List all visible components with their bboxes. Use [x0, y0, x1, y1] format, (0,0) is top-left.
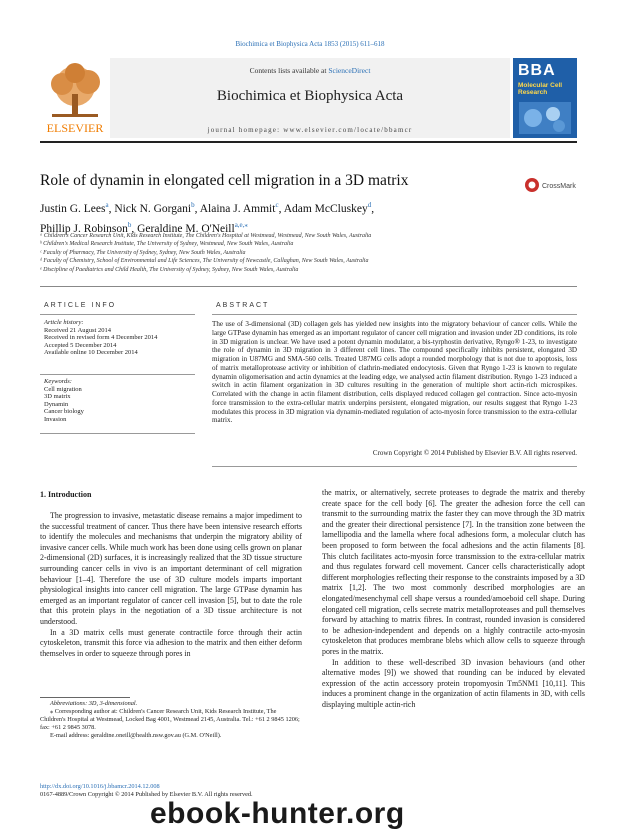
- history-accepted: Accepted 5 December 2014: [44, 341, 117, 349]
- article-info-rule: [40, 314, 195, 315]
- history-label: Article history:: [44, 319, 84, 326]
- author-name: Justin G. Lees: [40, 202, 106, 215]
- article-history: [44, 319, 194, 357]
- contents-line: [110, 66, 510, 75]
- cover-subtitle: Molecular Cell Research: [518, 82, 563, 96]
- cover-title: BBA: [518, 62, 556, 79]
- article-info-heading: ARTICLE INFO: [44, 302, 117, 309]
- journal-name: Biochimica et Biophysica Acta: [216, 88, 404, 104]
- article-info-bottom-rule: [40, 433, 195, 434]
- cover-art-icon: [519, 102, 571, 134]
- author-affiliation-mark[interactable]: b: [191, 201, 195, 209]
- author-separator: ,: [194, 202, 200, 215]
- affiliation-a: ᵃ Children's Cancer Research Unit, Kids Research Institute, The Children's Hospital at Westmead, Westmead, New South Wales, Australia: [40, 233, 372, 239]
- author-affiliation-mark[interactable]: c: [275, 201, 279, 209]
- keywords-rule: [40, 374, 195, 375]
- author-name: Geraldine M. O'Neill: [137, 222, 235, 235]
- svg-text:ELSEVIER: ELSEVIER: [46, 121, 104, 135]
- intro-left-column: [40, 511, 302, 659]
- history-revised: Received in revised form 4 December 2014: [44, 334, 158, 341]
- svg-text:CrossMark: CrossMark: [542, 183, 576, 190]
- affiliations-rule: [40, 286, 577, 287]
- author-list: [40, 197, 510, 237]
- sciencedirect-link[interactable]: ScienceDirect: [328, 66, 371, 75]
- journal-homepage[interactable]: journal homepage: www.elsevier.com/locate/bbamcr: [207, 126, 413, 134]
- crossmark-badge[interactable]: [524, 177, 578, 193]
- author-name: Alaina J. Ammit: [199, 202, 276, 215]
- keywords-label: Keywords:: [44, 378, 72, 385]
- abstract-rule: [212, 314, 577, 315]
- intro-paragraph: In a 3D matrix cells must generate contractile force through their actin cytoskeleton, transmit this force via adhesion to the matrix and then either deform themselves in order to squeeze through pores in: [40, 627, 302, 658]
- intro-paragraph: In addition to these well-described 3D invasion behaviours (and other alternative modes [9]) we showed that rounding can be induced by elevated expression of the actin accessory protein tropomyosin Tm5NM1 [10,11]. This induces a prominent change in the organization of actin filaments in 3D, with cells displaying multiple actin-rich: [322, 657, 585, 709]
- intro-right-column: [322, 488, 585, 710]
- footnote-rule: [40, 697, 130, 698]
- doi-link[interactable]: http://dx.doi.org/10.1016/j.bbamcr.2014.12.008: [40, 783, 160, 790]
- abstract-copyright: Crown Copyright © 2014 Published by Elsevier B.V. All rights reserved.: [372, 449, 577, 457]
- intro-heading: 1. Introduction: [40, 490, 92, 499]
- running-head[interactable]: Biochimica et Biophysica Acta 1853 (2015) 611–618: [235, 40, 385, 48]
- keywords: [44, 378, 194, 423]
- header-rule: [40, 141, 577, 143]
- abstract-text: The use of 3-dimensional (3D) collagen gels has yielded new insights into the migratory behaviour of cancer cells. While the large GTPase dynamin has emerged as an important regulator of cancer cell migration and invasion under 2D conditions, its role in 3D migration is unclear. We have used a potent dynamin modulator, a bis-tyrphostin derivative, Ryngo® 1-23, to investigate the role of dynamin in 3D migration in 3 different cell lines. The compound specifically inhibits persistent, elongated 3D migration in U87MG and SMA-560 cells. Treated U87MG cells adopt a rounded morphology that is not due to apoptosis, loss of matrix metalloprotease activity or inhibition of clathrin-mediated endocytosis. Given that Ryngo 1-23 is known to regulate dynamin oligomerisation and actin dynamics at the leading edge, we analysed actin filament distribution. Ryngo 1-23 induced a switch in actin filament organization in 3D cultures resulting in the generation of multiple short actin-rich microspikes. Correlated with the change in actin filament distribution, cells displayed reduced collagen gel contraction. Since acto-myosin force transmission to the extra-cellular matrix underpins persistent, elongated migration, our results suggest that Ryngo 1-23 modulates this process in 3D migration via dynamin-mediated regulation of acto-myosin force transmission to the extra-cellular matrix.: [212, 320, 577, 425]
- author-affiliation-mark[interactable]: a: [105, 201, 109, 209]
- author-affiliation-mark[interactable]: d: [367, 201, 372, 209]
- footnotes: [40, 700, 302, 740]
- author-separator: ,: [371, 202, 375, 215]
- intro-paragraph: The progression to invasive, metastatic disease remains a major impediment to the successful treatment of cancer. Thus there have been intensive research efforts to identify the molecules and mechanisms that underpin the migratory ability of invasive cancer cells. While much work has been done using cells grown on planar 2-dimensional (2D) surfaces, it is increasingly realized that the 3D tissue structure surrounding cancer cells in vivo is an important determinant of cell migration behaviour [1–4]. Therefore the use of 3D culture models imparts important physiological insights into cancer cell migration. The large GTPase dynamin has emerged as an important regulator of cancer cell invasion [5], but to date the role that this protein plays in the negotiation of a 3D tissue architecture is not understood.: [40, 511, 302, 626]
- footnote-email[interactable]: E-mail address: geraldine.oneill@health.nsw.gov.au (G.M. O'Neill).: [50, 732, 222, 739]
- affiliation-d: ᵈ Faculty of Chemistry, School of Environmental and Life Sciences, The University of Newcastle, Callaghan, New South Wales, Australia: [40, 258, 369, 264]
- journal-cover: [513, 58, 577, 138]
- author-separator: ,: [108, 202, 115, 215]
- affiliation-b: ᵇ Children's Medical Research Institute, The University of Sydney, Westmead, New South Wales, Australia: [40, 241, 294, 247]
- author-name: Phillip J. Robinson: [40, 222, 128, 235]
- article-title: Role of dynamin in elongated cell migration in a 3D matrix: [40, 172, 409, 189]
- abstract-heading: ABSTRACT: [216, 302, 270, 309]
- contents-prefix: Contents lists available at: [249, 66, 329, 75]
- keyword-item: Dynamin: [44, 400, 69, 408]
- crossmark-icon: [524, 177, 578, 193]
- keyword-item: Invasion: [44, 415, 67, 423]
- author-separator: ,: [131, 222, 138, 235]
- keyword-item: 3D matrix: [44, 393, 71, 400]
- history-received: Received 21 August 2014: [44, 326, 111, 334]
- author-affiliation-mark[interactable]: b: [127, 220, 132, 229]
- keyword-item: Cancer biology: [44, 408, 84, 415]
- history-online: Available online 10 December 2014: [44, 349, 138, 356]
- author-separator: ,: [278, 202, 284, 215]
- footnote-abbreviations: Abbreviations: 3D, 3-dimensional.: [50, 700, 138, 707]
- watermark: ebook-hunter.org: [150, 797, 405, 830]
- footnote-corresponding: ⁎ Corresponding author at: Children's Cancer Research Unit, Kids Research Institute, The Children's Hospital at Westmead, Locked Bag 4001, Westmead 2145, Australia. Tel.: +61 2 9845 1206; fax: +61 2 9845 3078.: [40, 708, 300, 731]
- elsevier-logo: [40, 58, 110, 138]
- elsevier-tree-icon: [40, 58, 110, 138]
- intro-paragraph: the matrix, or alternatively, secrete proteases to degrade the matrix and thereby create space for the cell body [6]. The greater the adhesion force the cell can transmit to the surrounding matrix the faster they can move through the 3D matrix and the greater their directional persistence [7]. In the transition zone between the lamellipodia and the lamella where focal adhesions form, a molecular clutch has been proposed to form between the focal adhesions and the actin filaments [8]. This clutch facilitates acto-myosin force transmission to the extra-cellular matrix and thus regulates forward cell movement. Cancer cells characteristically adopt different morphologies reflecting their response to the constraints imposed by a 3D matrix [1,2]. The two most commonly described morphologies are an elongated/mesenchymal cell shape versus a rounded/amoeboid cell shape. During elongated cell migration, cells secrete matrix metalloproteases and pull themselves forward by attaching to matrix fibres. In contrast, rounded invasion is considered to be adhesion-independent and depends on a highly contractile acto-myosin cytoskeleton that produces membrane blebs which allow cells to squeeze through pores in the matrix.: [322, 488, 585, 656]
- abstract-bottom-rule: [212, 466, 577, 467]
- author-name: Adam McCluskey: [283, 202, 368, 215]
- issn-line: 0167-4889/Crown Copyright © 2014 Published by Elsevier B.V. All rights reserved.: [40, 791, 253, 798]
- author-name: Nick N. Gorgani: [114, 202, 192, 215]
- author-affiliation-mark[interactable]: a,e,⁎: [234, 220, 248, 229]
- affiliation-e: ᵉ Discipline of Paediatrics and Child Health, The University of Sydney, Sydney, New South Wales, Australia: [40, 267, 299, 273]
- keyword-item: Cell migration: [44, 385, 82, 393]
- affiliation-c: ᶜ Faculty of Pharmacy, The University of Sydney, Sydney, New South Wales, Australia: [40, 250, 246, 256]
